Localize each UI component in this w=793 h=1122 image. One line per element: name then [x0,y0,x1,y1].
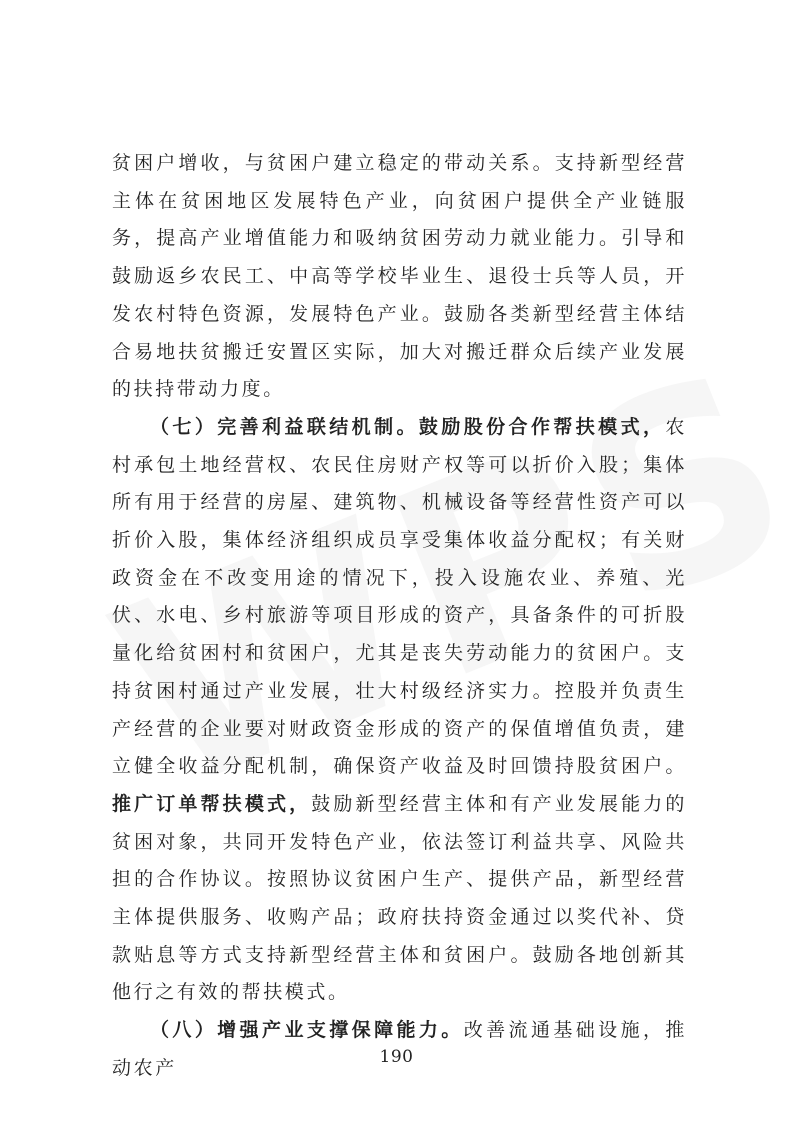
paragraph-continuation: 贫困户增收，与贫困户建立稳定的带动关系。支持新型经营主体在贫困地区发展特色产业，向贫困户提供全产业链服务，提高产业增值能力和吸纳贫困劳动力就业能力。引导和鼓励返乡农民工、中高等学校毕业生、退役士兵等人员，开发农村特色资源，发展特色产业。鼓励各类新型经营主体结合易地扶贫搬迁安置区实际，加大对搬迁群众后续产业发展的扶持带动力度。 [112,152,687,401]
order-assistance-heading: 推广订单帮扶模式， [112,792,312,815]
equity-cooperation-heading: 鼓励股份合作帮扶模式， [418,415,666,438]
order-assistance-text: 鼓励新型经营主体和有产业发展能力的贫困对象，共同开发特色产业，依法签订利益共享、风险共担的合作协议。按照协议贫困户生产、提供产品，新型经营主体提供服务、收购产品；政府扶持资金通过以奖代补、贷款贴息等方式支持新型经营主体和贫困户。鼓励各地创新其他行之有效的帮扶模式。 [112,792,688,1004]
equity-cooperation-text: 农村承包土地经营权、农民住房财产权等可以折价入股；集体所有用于经营的房屋、建筑物、机械设备等经营性资产可以折价入股，集体经济组织成员享受集体收益分配权；有关财政资金在不改变用途的情况下，投入设施农业、养殖、光伏、水电、乡村旅游等项目形成的资产，具备条件的可折股量化给贫困村和贫困户，尤其是丧失劳动能力的贫困户。支持贫困村通过产业发展，壮大村级经济实力。控股并负责生产经营的企业要对财政资金形成的资产的保值增值负责，建立健全收益分配机制，确保资产收益及时回馈持股贫困户。 [112,415,688,778]
section-8-text: 改善流通基础设施，推动农产 [112,1019,687,1079]
section-8-heading: （八）增强产业支撑保障能力。 [150,1019,464,1042]
paragraph-section-7 [112,409,687,1012]
body-text [112,145,687,1088]
page-number: 190 [379,1047,414,1067]
section-7-heading: （七）完善利益联结机制。 [150,415,419,438]
